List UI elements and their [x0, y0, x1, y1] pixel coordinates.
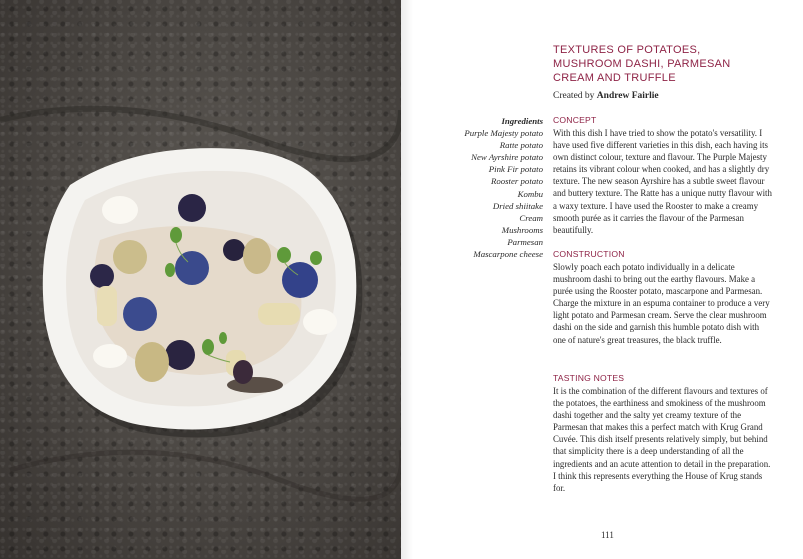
ingredient-item: Rooster potato — [490, 176, 543, 187]
ingredients-heading: Ingredients — [501, 116, 543, 126]
title-line: MUSHROOM DASHI, PARMESAN — [553, 58, 731, 70]
tasting-notes-section — [553, 373, 773, 494]
construction-heading: CONSTRUCTION — [553, 249, 625, 259]
ingredient-item: Dried shiitake — [492, 200, 543, 211]
purple-potato — [175, 251, 209, 285]
ratte-potato — [97, 286, 117, 326]
purple-potato — [223, 239, 245, 261]
purple-potato — [123, 297, 157, 331]
parmesan-cream — [102, 196, 138, 224]
ingredient-item: Purple Majesty potato — [464, 128, 543, 139]
dish-illustration — [0, 0, 401, 559]
ayrshire-potato — [113, 240, 147, 274]
page-number: 111 — [601, 530, 614, 540]
ingredient-item: Kombu — [517, 188, 543, 199]
ingredient-items — [443, 127, 543, 260]
ingredient-item: Cream — [519, 212, 543, 223]
ayrshire-potato — [135, 342, 169, 382]
ground-streak — [10, 450, 401, 499]
purple-potato — [165, 340, 195, 370]
title-line: TEXTURES OF POTATOES, — [553, 44, 701, 56]
ayrshire-potato — [243, 238, 271, 274]
chef-credit — [553, 90, 659, 102]
credit-prefix: Created by — [553, 91, 595, 101]
ingredient-item: Parmesan — [507, 236, 543, 247]
ingredient-item: Pink Fir potato — [488, 164, 543, 175]
construction-section — [553, 249, 773, 346]
page-gutter — [401, 0, 413, 559]
ingredient-item: Mushrooms — [501, 224, 543, 235]
purple-potato — [90, 264, 114, 288]
construction-text: Slowly poach each potato individually in a delicate mushroom dashi to bring out the earthy flavours. Make a purée using the Rooster potato, mascarpone and Parmesan. Charge the mixture in an espuma container to produce a very light potato and Parmesan cream. Serve the clear mushroom dashi on the side and garnish this humble potato dish with one of nature's great treasures, the black truffle. — [553, 262, 770, 345]
ratte-potato — [258, 303, 300, 325]
recipe-title — [553, 43, 758, 85]
concept-section — [553, 115, 773, 236]
ingredient-item: New Ayrshire potato — [471, 152, 543, 163]
purple-potato — [282, 262, 318, 298]
tasting-notes-heading: TASTING NOTES — [553, 373, 625, 383]
ingredient-item: Mascarpone cheese — [473, 249, 543, 260]
ingredients-list — [443, 115, 543, 260]
concept-heading: CONCEPT — [553, 115, 597, 125]
purple-potato — [233, 360, 253, 384]
parmesan-cream — [93, 344, 127, 368]
title-line: CREAM AND TRUFFLE — [553, 72, 676, 84]
tasting-notes-text: It is the combination of the different flavours and textures of the potatoes, the earthiness and smokiness of the mushroom dashi together and the salty yet creamy texture of the Parmesan that makes this a perfect match with Krug Grand Cuvée. This dish itself presents relatively simply, but behind that simplicity there is a deep understanding of all the ingredients and an acute attention to detail in the preparation. I think this represents everything the House of Krug stands for. — [553, 386, 771, 493]
purple-potato — [178, 194, 206, 222]
chef-name: Andrew Fairlie — [596, 91, 659, 101]
dish-photograph — [0, 0, 401, 559]
ingredient-item: Ratte potato — [499, 140, 543, 151]
parmesan-cream — [303, 309, 337, 335]
concept-text: With this dish I have tried to show the potato's versatility. I have used five different varieties in this dish, each having its own distinct colour, texture and flavour. The Purple Majesty retains its vibrant colour when cooked, and has a slightly dry texture. The new season Ayrshire has a subtle sweet flavour and buttery texture. The Ratte has a unique nutty flavour with a waxy texture. I have used the Rooster to make a creamy smooth purée as it carries the flavour of the Parmesan beautifully. — [553, 128, 772, 235]
